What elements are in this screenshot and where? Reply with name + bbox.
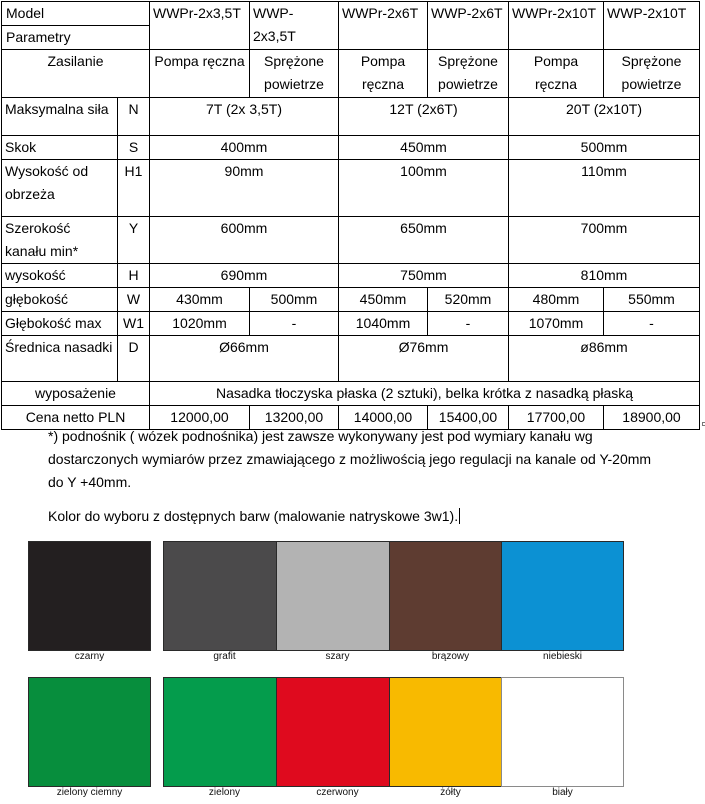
value-cell: 450mm [339, 288, 428, 312]
zasilanie-cell: Sprężone powietrze [428, 50, 509, 98]
zasilanie-cell: Sprężone powietrze [250, 50, 339, 98]
zasilanie-cell: Sprężone powietrze [604, 50, 700, 98]
value-cell: - [604, 312, 700, 336]
row-label: Maksymalna siła [2, 98, 118, 136]
color-label: niebieski [543, 651, 582, 662]
model-name: WWPr-2x6T [339, 2, 428, 50]
value-cell: 550mm [604, 288, 700, 312]
value-cell: 90mm [150, 160, 339, 217]
row-label: Szerokość kanału min* [2, 217, 118, 264]
row-label: wysokość [2, 264, 118, 288]
model-name: WWP-2x6T [428, 2, 509, 50]
value-cell: 690mm [150, 264, 339, 288]
color-swatch [276, 677, 399, 787]
value-cell: 700mm [509, 217, 700, 264]
color-choice-text [48, 506, 460, 526]
wyposazenie-cell: Nasadka tłoczyska płaska (2 sztuki), belka krótka z nasadką płaską [150, 382, 700, 406]
value-cell: ø86mm [509, 336, 700, 382]
value-cell: Ø66mm [150, 336, 339, 382]
color-label: zielony ciemny [56, 787, 123, 798]
row-label: Wysokość od obrzeża [2, 160, 118, 217]
price-cell: 13200,00 [250, 406, 339, 430]
value-cell: 810mm [509, 264, 700, 288]
value-cell: 500mm [250, 288, 339, 312]
value-cell: 12T (2x6T) [339, 98, 509, 136]
value-cell: 600mm [150, 217, 339, 264]
row-symbol: D [118, 336, 150, 382]
value-cell: 1020mm [150, 312, 250, 336]
zasilanie-cell: Pompa ręczna [339, 50, 428, 98]
color-label: żółty [440, 787, 461, 798]
color-swatch [28, 541, 151, 651]
zasilanie-cell: Pompa ręczna [509, 50, 604, 98]
color-swatch [28, 677, 151, 787]
row-label: Głębokość max [2, 312, 118, 336]
price-cell: 18900,00 [604, 406, 700, 430]
parametry-header: Parametry [2, 26, 150, 50]
row-label: wyposażenie [2, 382, 150, 406]
color-swatch [389, 677, 512, 787]
price-cell: 14000,00 [339, 406, 428, 430]
row-symbol: N [118, 98, 150, 136]
value-cell: 480mm [509, 288, 604, 312]
footnote: *) podnośnik ( wózek podnośnika) jest zawsze wykonywany jest pod wymiary kanału wg dostarczonych wymiarów przez zmawiającego z możliwością jego regulacji na kanale od Y-20mm do Y +40mm. [48, 428, 652, 490]
value-cell: 750mm [339, 264, 509, 288]
model-name: WWPr-2x10T [509, 2, 604, 50]
value-cell: 1040mm [339, 312, 428, 336]
row-symbol: W [118, 288, 150, 312]
color-label: czerwony [316, 787, 359, 798]
row-symbol: H1 [118, 160, 150, 217]
price-cell: 15400,00 [428, 406, 509, 430]
zasilanie-cell: Pompa ręczna [150, 50, 250, 98]
model-name: WWPr-2x3,5T [150, 2, 250, 50]
value-cell: 450mm [339, 136, 509, 160]
color-swatch [501, 541, 624, 651]
model-name: WWP-2x10T [604, 2, 700, 50]
row-symbol: Y [118, 217, 150, 264]
color-swatch [163, 677, 286, 787]
color-label: szary [325, 651, 350, 662]
row-symbol: S [118, 136, 150, 160]
color-swatch [163, 541, 286, 651]
color-label: grafit [213, 651, 236, 662]
color-label: czarny [74, 651, 105, 662]
model-header: Model [2, 2, 150, 26]
value-cell: 650mm [339, 217, 509, 264]
price-cell: 17700,00 [509, 406, 604, 430]
row-symbol: W1 [118, 312, 150, 336]
spec-table [1, 1, 700, 430]
value-cell: 500mm [509, 136, 700, 160]
row-label: Skok [2, 136, 118, 160]
price-cell: 12000,00 [150, 406, 250, 430]
color-label: brązowy [431, 651, 470, 662]
model-name: WWP-2x3,5T [250, 2, 339, 50]
value-cell: 1070mm [509, 312, 604, 336]
value-cell: 20T (2x10T) [509, 98, 700, 136]
value-cell: 520mm [428, 288, 509, 312]
text-cursor [459, 508, 460, 524]
value-cell: 100mm [339, 160, 509, 217]
row-label: głębokość [2, 288, 118, 312]
value-cell: - [250, 312, 339, 336]
color-swatch [276, 541, 399, 651]
value-cell: 400mm [150, 136, 339, 160]
color-swatch [389, 541, 512, 651]
color-label: biały [552, 787, 573, 798]
value-cell: Ø76mm [339, 336, 509, 382]
row-label: Średnica nasadki [2, 336, 118, 382]
value-cell: - [428, 312, 509, 336]
color-label: zielony [208, 787, 241, 798]
row-label: Cena netto PLN [2, 406, 150, 430]
zasilanie-label: Zasilanie [2, 50, 150, 98]
value-cell: 7T (2x 3,5T) [150, 98, 339, 136]
color-choice-label: Kolor do wyboru z dostępnych barw (malowanie natryskowe 3w1). [48, 508, 459, 524]
value-cell: 430mm [150, 288, 250, 312]
row-symbol: H [118, 264, 150, 288]
value-cell: 110mm [509, 160, 700, 217]
color-swatch [501, 677, 624, 787]
